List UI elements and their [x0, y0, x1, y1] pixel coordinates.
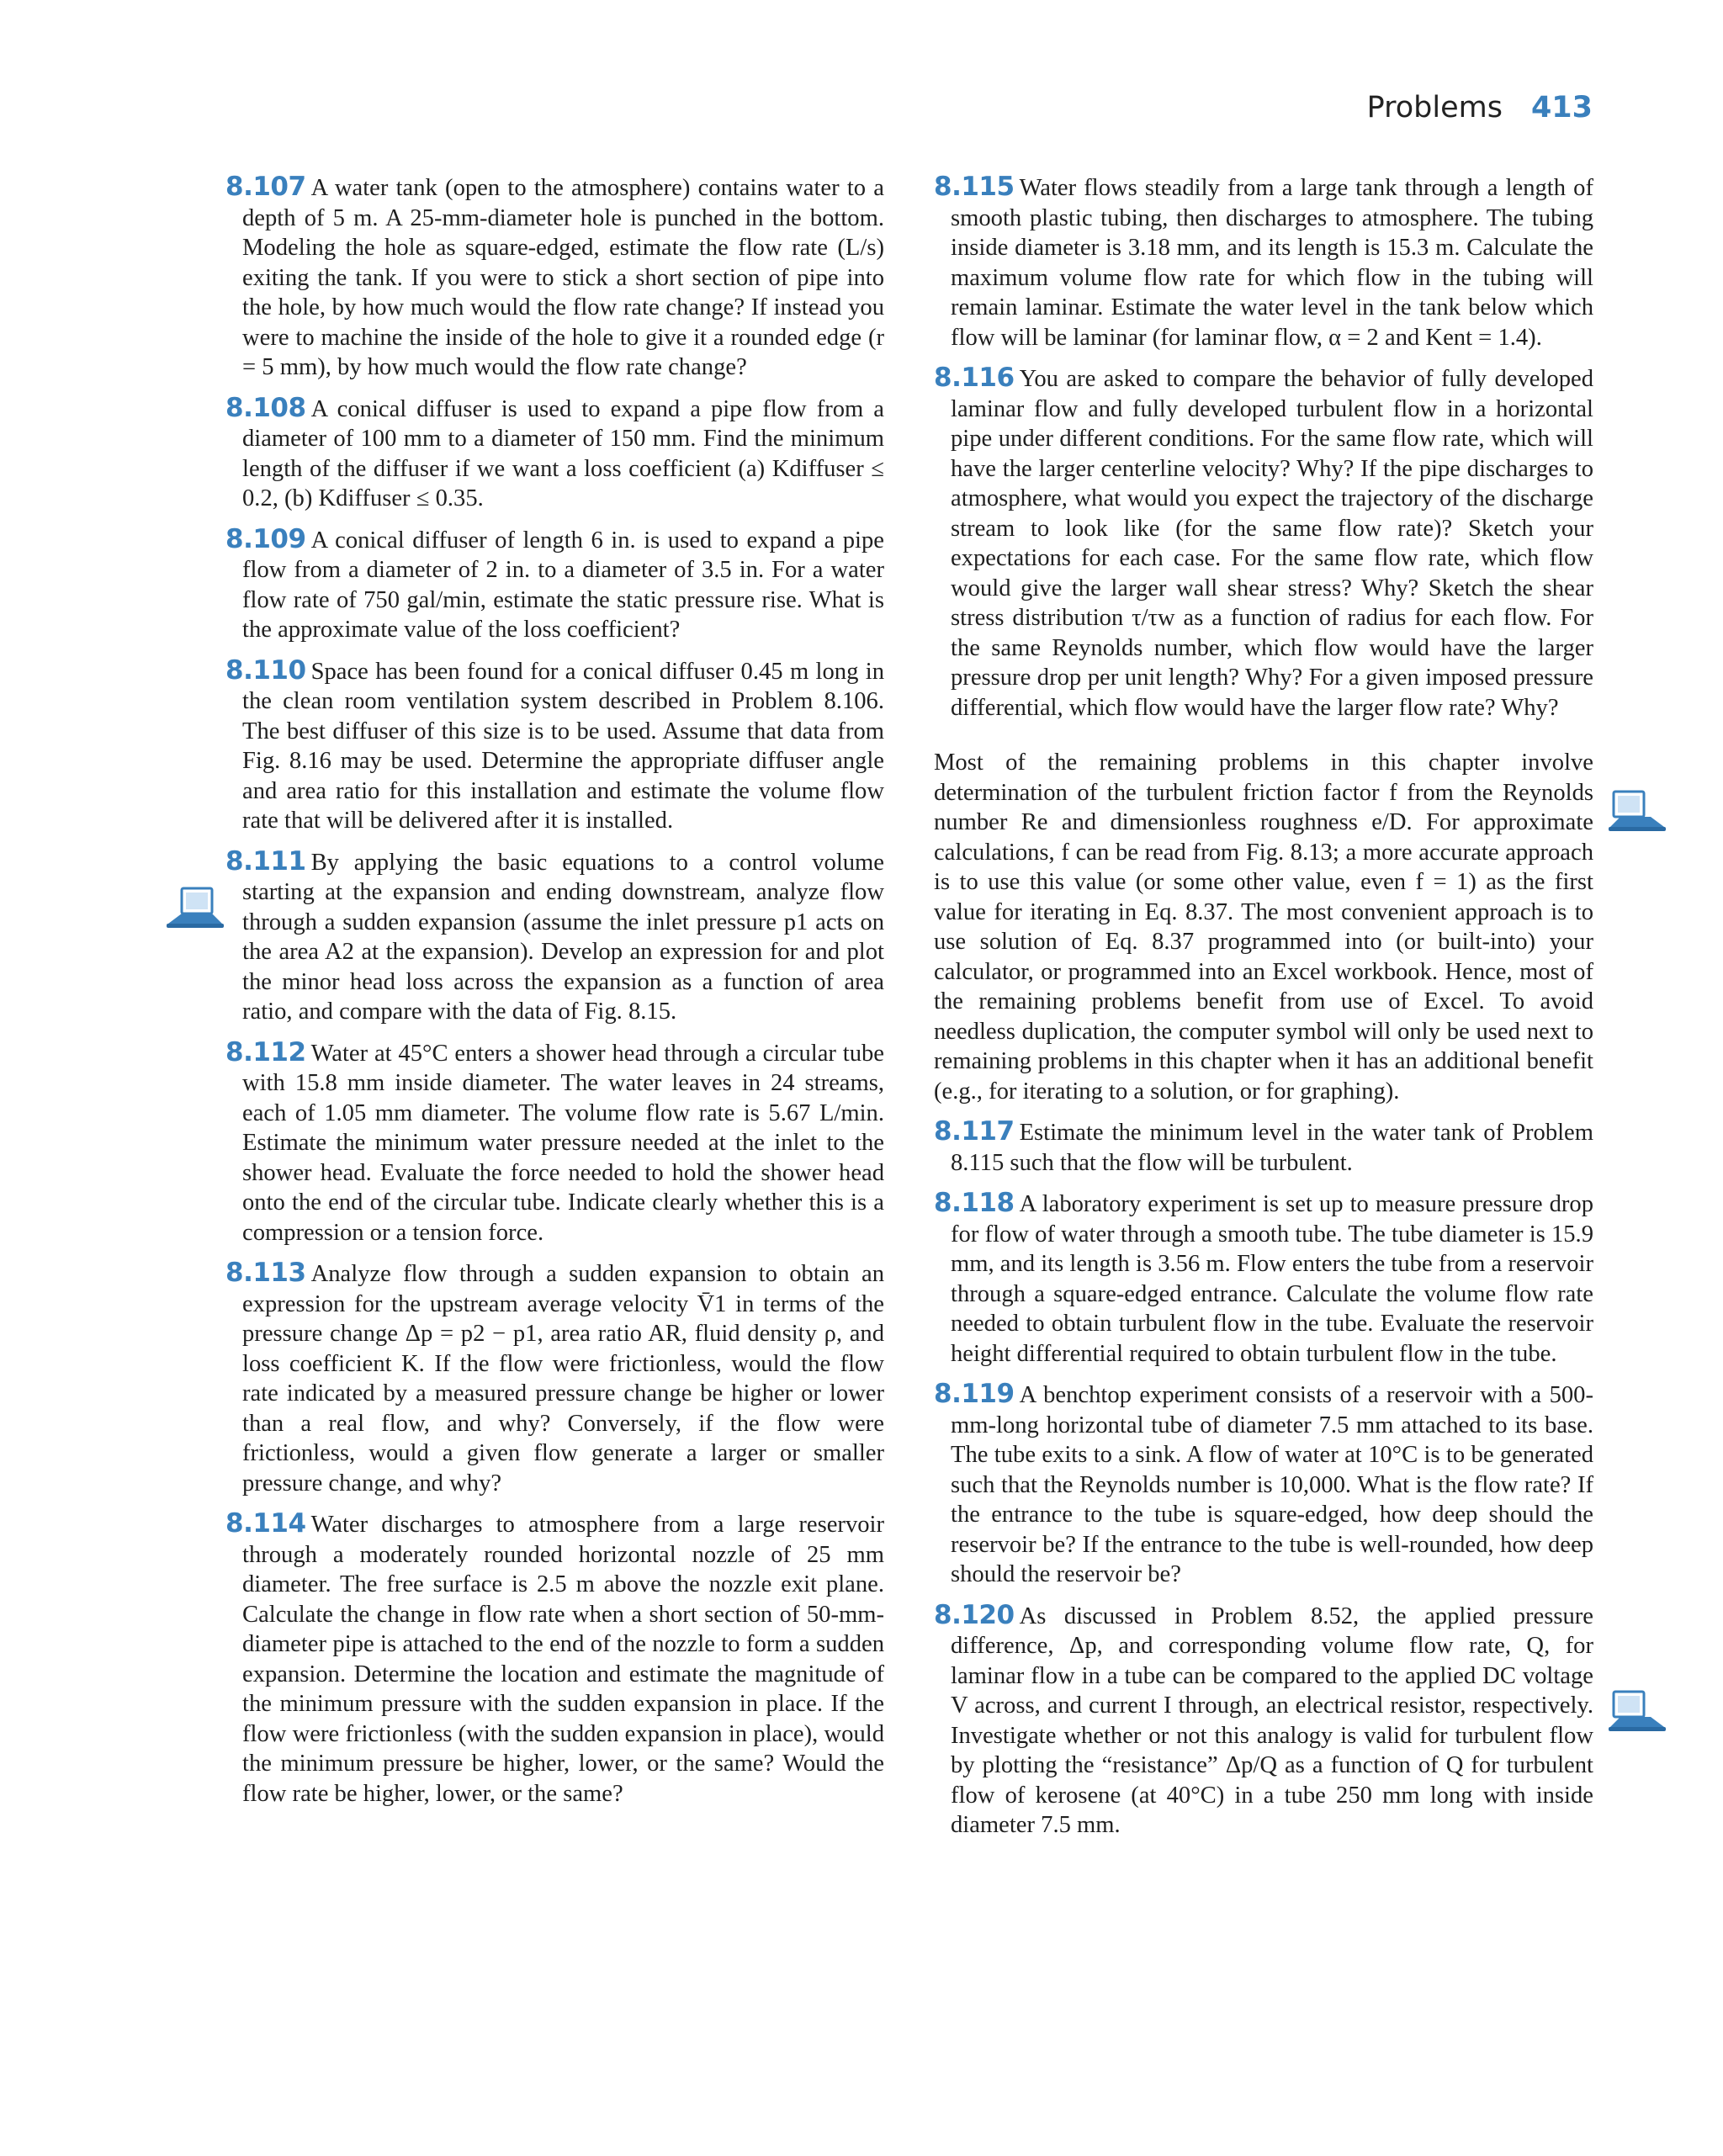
problem-number: 8.116: [934, 363, 1015, 393]
running-title: Problems: [1366, 91, 1503, 124]
page-number: 413: [1530, 91, 1593, 124]
problem-text: A laboratory experiment is set up to measure pressure drop for flow of water through a smooth tube. The tube diameter is 15.9 mm, and its length is 3.56 m. Flow enters the tube from a reservoir through a square-edged entrance. Calculate the volume flow rate needed to obtain turbulent flow in the tube. Evaluate the reservoir height differential required to obtain turbulent flow in the tube.: [951, 1191, 1593, 1367]
page-header: [1367, 91, 1593, 141]
right-column: [934, 172, 1593, 1851]
problem-number: 8.118: [934, 1188, 1015, 1218]
problem-number: 8.114: [225, 1508, 306, 1539]
problem-8-119: [934, 1380, 1593, 1590]
laptop-computer-icon: [160, 883, 227, 934]
problem-text: Analyze flow through a sudden expansion to obtain an expression for the upstream average velocity V̄1 in terms of the pressure change Δp = p2 − p1, area ratio AR, fluid density ρ, and loss coefficient K. If the flow were frictionless, would the flow rate indicated by a measured pressure change be higher or lower than a real flow, and why? Conversely, if the flow were frictionless, would a given flow generate a larger or smaller pressure change, and why?: [242, 1261, 884, 1496]
problem-text: A conical diffuser of length 6 in. is used to expand a pipe flow from a diameter of 2 in. to a diameter of 3.5 in. For a water flow rate of 750 gal/min, estimate the static pressure rise. What is the approximate value of the loss coefficient?: [242, 527, 884, 643]
problem-number: 8.115: [934, 172, 1015, 202]
problem-8-111: [225, 847, 884, 1027]
problem-8-108: [225, 394, 884, 514]
problem-text: Water discharges to atmosphere from a large reservoir through a moderately rounded horizontal nozzle of 25 mm diameter. The free surface is 2.5 m above the nozzle exit plane. Calculate the change in flow rate when a short section of 50-mm-diameter pipe is attached to the end of the nozzle to form a sudden expansion. Determine the location and estimate the magnitude of the minimum pressure with the sudden expansion in place. If the flow were frictionless (with the sudden expansion in place), would the minimum pressure be higher, lower, or the same? Would the flow rate be higher, lower, or the same?: [242, 1512, 884, 1807]
problem-8-109: [225, 525, 884, 645]
problem-8-120: [934, 1601, 1593, 1841]
problem-number: 8.117: [934, 1116, 1015, 1147]
problem-8-110: [225, 656, 884, 836]
problem-8-107: [225, 172, 884, 383]
problem-8-117: [934, 1117, 1593, 1178]
problem-number: 8.110: [225, 654, 306, 686]
problem-8-113: [225, 1258, 884, 1498]
problem-text: By applying the basic equations to a control volume starting at the expansion and ending downstream, analyze flow through a sudden expansion (assume the inlet pressure p1 acts on the area A2 at the expansion). Develop an expression for and plot the minor head loss across the expansion as a function of area ratio, and compare with the data of Fig. 8.15.: [242, 849, 884, 1025]
problem-number: 8.107: [225, 172, 306, 202]
problem-text: Water flows steadily from a large tank through a length of smooth plastic tubing, then discharges to atmosphere. The tubing inside diameter is 3.18 mm, and its length is 15.3 m. Calculate the maximum volume flow rate for which flow in the tubing will remain laminar. Estimate the water level in the tank below which flow will be laminar (for laminar flow, α = 2 and Kent = 1.4).: [951, 175, 1593, 351]
problem-text: A conical diffuser is used to expand a pipe flow from a diameter of 100 mm to a diameter of 150 mm. Find the minimum length of the diffuser if we want a loss coefficient (a) Kdiffuser ≤ 0.2, (b) Kdiffuser ≤ 0.35.: [242, 395, 884, 511]
problem-number: 8.112: [225, 1036, 306, 1067]
instructions-paragraph: Most of the remaining problems in this chapter involve determination of the turbulent friction factor f from the Reynolds number Re and dimensionless roughness e/D. For approximate calculations, f can be read from Fig. 8.13; a more accurate approach is to use this value (or some other value, even f = 1) as the first value for iterating in Eq. 8.37. The most convenient approach is to use solution of Eq. 8.37 programmed into (or built-into) your calculator, or programmed into an Excel workbook. Hence, most of the remaining problems benefit from use of Excel. To avoid needless duplication, the computer symbol will only be used next to remaining problems in this chapter when it has an additional benefit (e.g., for iterating to a solution, or for graphing).: [934, 750, 1593, 1104]
problem-text: Water at 45°C enters a shower head through a circular tube with 15.8 mm inside diameter. The water leaves in 24 streams, each of 1.05 mm diameter. The volume flow rate is 5.67 L/min. Estimate the minimum water pressure needed at the inlet to the shower head. Evaluate the force needed to hold the shower head onto the end of the circular tube. Indicate clearly whether this is a compression or a tension force.: [242, 1040, 884, 1246]
problem-text: Estimate the minimum level in the water tank of Problem 8.115 such that the flow will be turbulent.: [951, 1120, 1593, 1176]
problem-number: 8.109: [225, 523, 306, 554]
problem-text: As discussed in Problem 8.52, the applied pressure difference, Δp, and corresponding volume flow rate, Q, for laminar flow in a tube can be compared to the applied DC voltage V across, and current I through, an electrical resistor, respectively. Investigate whether or not this analogy is valid for turbulent flow by plotting the “resistance” Δp/Q as a function of Q for turbulent flow of kerosene (at 40°C) in a tube 250 mm long with inside diameter 7.5 mm.: [951, 1602, 1593, 1838]
problem-text: A benchtop experiment consists of a reservoir with a 500-mm-long horizontal tube of diameter 7.5 mm attached to its base. The tube exits to a sink. A flow of water at 10°C is to be generated such that the Reynolds number is 10,000. What is the flow rate? If the entrance to the tube is square-edged, how deep should the reservoir be? If the entrance to the tube is well-rounded, how deep should the reservoir be?: [951, 1382, 1593, 1587]
problem-number: 8.108: [225, 392, 306, 423]
problem-number: 8.120: [934, 1599, 1015, 1630]
problem-8-112: [225, 1038, 884, 1248]
problem-8-118: [934, 1189, 1593, 1369]
problem-text: A water tank (open to the atmosphere) contains water to a depth of 5 m. A 25-mm-diameter hole is punched in the bottom. Modeling the hole as square-edged, estimate the flow rate (L/s) exiting the tank. If you were to stick a short section of pipe into the hole, by how much would the flow rate change? If instead you were to machine the inside of the hole to give it a rounded edge (r = 5 mm), by how much would the flow rate change?: [242, 175, 884, 380]
left-column: [225, 172, 884, 1820]
problem-text: Space has been found for a conical diffuser 0.45 m long in the clean room ventilation system described in Problem 8.106. The best diffuser of this size is to be used. Assume that data from Fig. 8.16 may be used. Determine the appropriate diffuser angle and area ratio for this installation and estimate the volume flow rate that will be delivered after it is installed.: [242, 658, 884, 834]
problem-8-114: [225, 1509, 884, 1809]
laptop-computer-icon: [1607, 1687, 1674, 1737]
laptop-computer-icon: [1607, 787, 1674, 837]
problem-number: 8.113: [225, 1258, 306, 1288]
problem-text: You are asked to compare the behavior of fully developed laminar flow and fully developed turbulent flow in a horizontal pipe under different conditions. For the same flow rate, which will have the larger centerline velocity? Why? If the pipe discharges to atmosphere, what would you expect the trajectory of the discharge stream to look like (for the same flow rate)? Sketch your expectations for each case. For the same flow rate, which flow would give the larger wall shear stress? Why? Sketch the shear stress distribution τ/τw as a function of radius for each flow. For the same Reynolds number, which flow would have the larger pressure drop per unit length? Why? For a given imposed pressure differential, which flow would have the larger flow rate? Why?: [951, 366, 1593, 721]
problem-number: 8.119: [934, 1379, 1015, 1409]
problem-8-116: [934, 363, 1593, 723]
problem-8-115: [934, 172, 1593, 352]
problem-number: 8.111: [225, 845, 306, 877]
